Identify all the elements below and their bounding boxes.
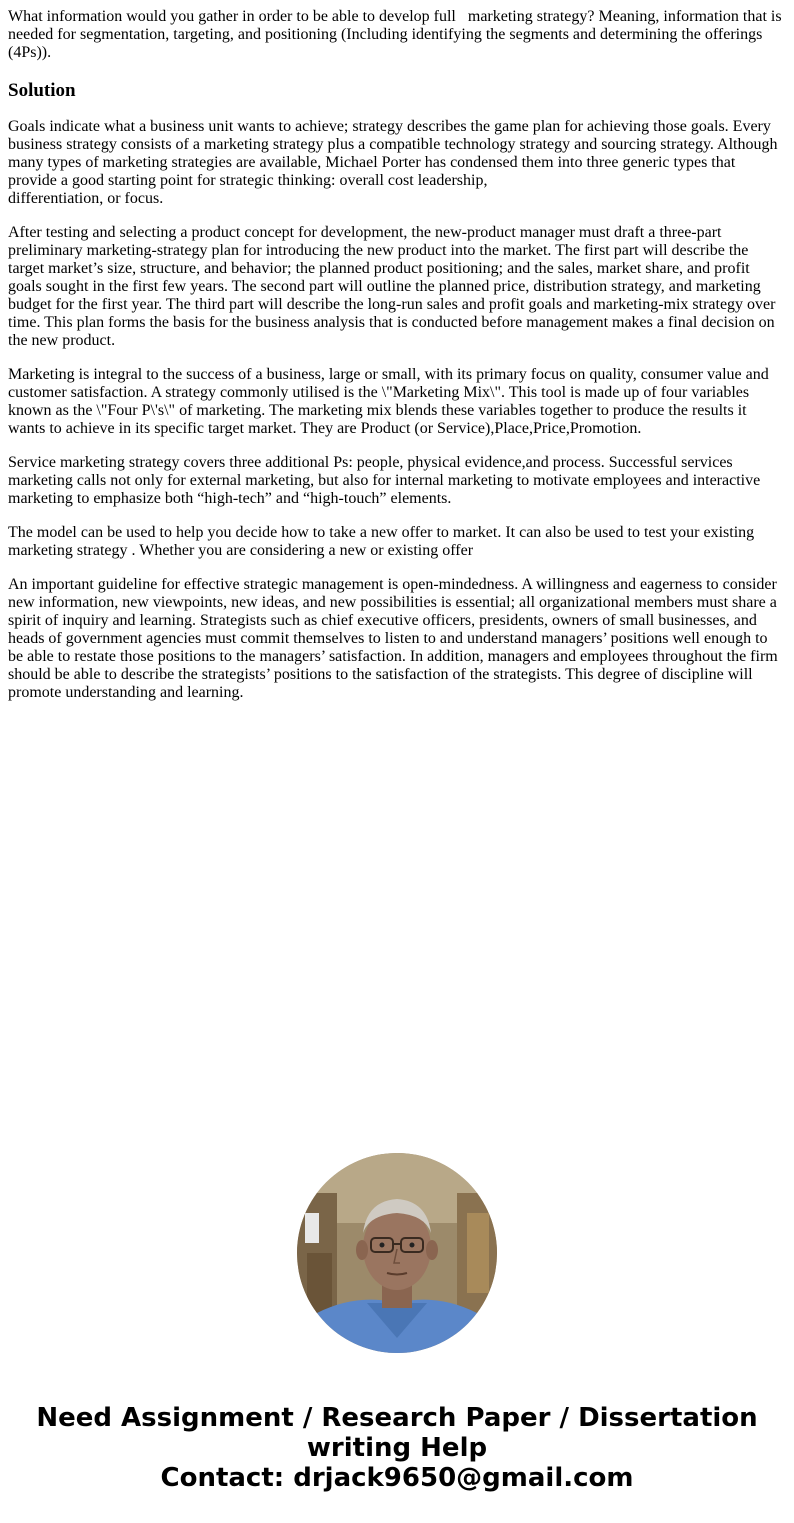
question-text: What information would you gather in order to be able to develop full marketing strategy? Meaning, information that is needed for segmentation, targeting, and positioning (Including identifying the segments and determining the offerings (4Ps)).: [8, 8, 786, 61]
solution-heading: Solution: [8, 80, 76, 101]
avatar: [297, 1153, 497, 1353]
solution-paragraph-4: Service marketing strategy covers three additional Ps: people, physical evidence,and process. Successful services marketing calls not only for external marketing, but also for internal marketing to motivate employees and interactive marketing to emphasize both “high-tech” and “high-touch” elements.: [8, 454, 761, 507]
solution-paragraph-2: After testing and selecting a product concept for development, the new-product manager must draft a three-part preliminary marketing-strategy plan for introducing the new product into the market. The first part will describe the target market’s size, structure, and behavior; the planned product positioning; and the sales, market share, and profit goals sought in the first few years. The second part will outline the planned price, distribution strategy, and marketing budget for the first year. The third part will describe the long-run sales and profit goals and marketing-mix strategy over time. This plan forms the basis for the business analysis that is conducted before management makes a final decision on the new product.: [8, 224, 776, 349]
solution-paragraph-5: The model can be used to help you decide how to take a new offer to market. It can also be used to test your existing marketing strategy . Whether you are considering a new or existing offer: [8, 524, 755, 559]
promo-line-1: Need Assignment / Research Paper / Dissertation: [36, 1403, 758, 1433]
solution-paragraph-3: Marketing is integral to the success of a business, large or small, with its primary focus on quality, consumer value and customer satisfaction. A strategy commonly utilised is the \"Marketing Mix\". This tool is made up of four variables known as the \"Four P\'s\" of marketing. The marketing mix blends these variables together to produce the results it wants to achieve in its specific target market. They are Product (or Service),Place,Price,Promotion.: [8, 366, 769, 437]
promo-line-2: writing Help: [306, 1433, 488, 1463]
promo-banner: [0, 1403, 794, 1493]
solution-paragraph-1: Goals indicate what a business unit wants to achieve; strategy describes the game plan for achieving those goals. Every business strategy consists of a marketing strategy plus a compatible technology strategy and sourcing strategy. Although many types of marketing strategies are available, Michael Porter has condensed them into three generic types that provide a good starting point for strategic thinking: overall cost leadership, differentiation, or focus.: [8, 118, 778, 207]
avatar-portrait-icon: [297, 1153, 497, 1353]
solution-paragraph-6: An important guideline for effective strategic management is open-mindedness. A willingness and eagerness to consider new information, new viewpoints, new ideas, and new possibilities is essential; all organizational members must share a spirit of inquiry and learning. Strategists such as chief executive officers, presidents, owners of small businesses, and heads of government agencies must commit themselves to listen to and understand managers’ positions well enough to be able to restate those positions to the managers’ satisfaction. In addition, managers and employees throughout the firm should be able to describe the strategists’ positions to the satisfaction of the strategists. This degree of discipline will promote understanding and learning.: [8, 576, 778, 701]
document-body: [0, 0, 794, 702]
promo-contact: Contact: drjack9650@gmail.com: [160, 1463, 634, 1493]
